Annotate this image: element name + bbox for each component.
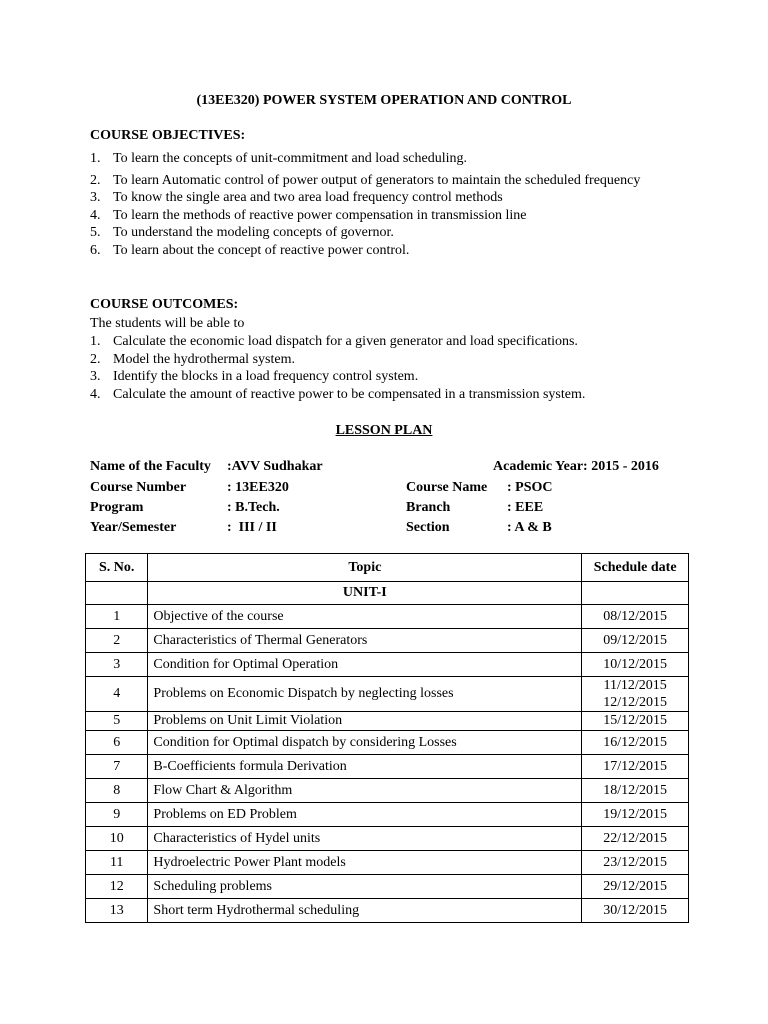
year-semester-value: : III / II (227, 520, 277, 535)
table-row (86, 827, 689, 851)
row-date: 23/12/2015 (582, 851, 689, 875)
table-row (86, 755, 689, 779)
year-semester-label: Year/Semester (90, 520, 177, 535)
list-item: 1. Calculate the economic load dispatch for a given generator and load specifications. (90, 334, 578, 349)
list-item: 1. To learn the concepts of unit-commitment and load scheduling. (90, 151, 467, 166)
row-sno: 4 (86, 677, 148, 712)
header-topic: Topic (148, 554, 582, 582)
row-date: 30/12/2015 (582, 899, 689, 923)
list-item: 4. To learn the methods of reactive power compensation in transmission line (90, 207, 527, 223)
row-topic: Characteristics of Hydel units (148, 827, 582, 851)
row-date: 29/12/2015 (582, 875, 689, 899)
outcomes-heading: COURSE OUTCOMES: (90, 297, 239, 312)
row-sno: 13 (86, 899, 148, 923)
row-date: 17/12/2015 (582, 755, 689, 779)
program-label: Program (90, 500, 144, 515)
branch-value: : EEE (507, 500, 544, 515)
course-name-label: Course Name (406, 480, 488, 495)
academic-year: Academic Year: 2015 - 2016 (493, 459, 659, 474)
row-sno: 5 (86, 712, 148, 731)
row-topic: Short term Hydrothermal scheduling (148, 899, 582, 923)
course-number-label: Course Number (90, 480, 187, 495)
row-sno: 8 (86, 779, 148, 803)
row-topic: Condition for Optimal Operation (148, 653, 582, 677)
row-date (582, 677, 689, 712)
row-topic: Characteristics of Thermal Generators (148, 629, 582, 653)
section-label: Section (406, 520, 450, 535)
program-value: : B.Tech. (227, 500, 280, 515)
row-topic: Scheduling problems (148, 875, 582, 899)
objectives-heading: COURSE OBJECTIVES: (90, 128, 246, 143)
table-row (86, 803, 689, 827)
table-row (86, 677, 689, 712)
table-row (86, 875, 689, 899)
page-title: (13EE320) POWER SYSTEM OPERATION AND CONTROL (196, 93, 572, 108)
row-sno: 1 (86, 605, 148, 629)
row-topic: Objective of the course (148, 605, 582, 629)
lesson-plan-title: LESSON PLAN (335, 423, 433, 438)
row-date: 10/12/2015 (582, 653, 689, 677)
row-date: 08/12/2015 (582, 605, 689, 629)
outcomes-list (90, 333, 678, 403)
row-topic: Problems on Unit Limit Violation (148, 712, 582, 731)
row-date-line: 12/12/2015 (603, 695, 668, 710)
table-row (86, 653, 689, 677)
outcomes-intro: The students will be able to (90, 316, 245, 331)
faculty-value: :AVV Sudhakar (227, 459, 323, 474)
unit-row (86, 582, 689, 605)
row-date: 16/12/2015 (582, 731, 689, 755)
course-number-value: : 13EE320 (227, 480, 289, 495)
row-date-line: 11/12/2015 (603, 678, 667, 693)
lesson-plan-table (85, 553, 689, 923)
row-sno: 7 (86, 755, 148, 779)
row-sno: 11 (86, 851, 148, 875)
row-sno: 9 (86, 803, 148, 827)
row-topic: Hydroelectric Power Plant models (148, 851, 582, 875)
list-item: 3. Identify the blocks in a load frequency control system. (90, 369, 419, 385)
row-sno: 3 (86, 653, 148, 677)
row-sno: 12 (86, 875, 148, 899)
row-sno: 6 (86, 731, 148, 755)
course-name-value: : PSOC (507, 480, 553, 495)
row-topic: Problems on ED Problem (148, 803, 582, 827)
row-sno: 2 (86, 629, 148, 653)
list-item: 6. To learn about the concept of reactive power control. (90, 242, 410, 258)
row-date: 19/12/2015 (582, 803, 689, 827)
row-date: 09/12/2015 (582, 629, 689, 653)
table-row (86, 899, 689, 923)
objectives-list (90, 150, 678, 260)
table-row (86, 779, 689, 803)
faculty-label: Name of the Faculty (90, 459, 211, 474)
list-item: 3. To know the single area and two area load frequency control methods (90, 190, 503, 206)
row-date: 15/12/2015 (582, 712, 689, 731)
table-row (86, 629, 689, 653)
branch-label: Branch (406, 500, 451, 515)
unit-label: UNIT-I (148, 582, 582, 605)
section-value: : A & B (507, 520, 552, 535)
row-sno: 10 (86, 827, 148, 851)
table-row (86, 851, 689, 875)
list-item: 2. Model the hydrothermal system. (90, 351, 295, 367)
row-date: 22/12/2015 (582, 827, 689, 851)
row-topic: B-Coefficients formula Derivation (148, 755, 582, 779)
row-date: 18/12/2015 (582, 779, 689, 803)
table-header-row (86, 554, 689, 582)
row-topic: Problems on Economic Dispatch by neglecting losses (148, 677, 582, 712)
row-topic: Condition for Optimal dispatch by considering Losses (148, 731, 582, 755)
list-item: 4. Calculate the amount of reactive power to be compensated in a transmission system. (90, 386, 586, 402)
list-item: 2. To learn Automatic control of power output of generators to maintain the scheduled frequency (90, 172, 641, 188)
table-row (86, 605, 689, 629)
header-sno: S. No. (86, 554, 148, 582)
table-row (86, 731, 689, 755)
list-item: 5. To understand the modeling concepts of governor. (90, 225, 394, 241)
row-topic: Flow Chart & Algorithm (148, 779, 582, 803)
header-date: Schedule date (582, 554, 689, 582)
table-row (86, 712, 689, 731)
